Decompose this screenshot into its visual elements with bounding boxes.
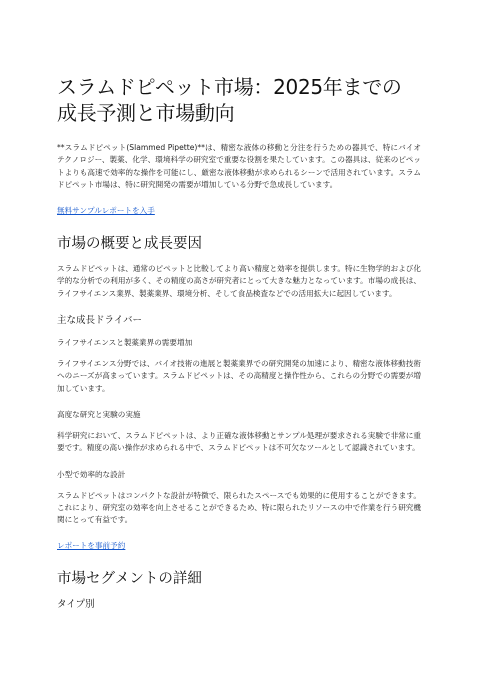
driver1-paragraph: ライフサイエンス分野では、バイオ技術の進展と製薬業界での研究開発の加速により、精密な液体移動技術へのニーズが高まっています。スラムドピペットは、その高精度と操作性から、これらの分野での需要が増加しています。: [57, 359, 421, 393]
page-title: スラムドピペット市場：2025年までの成長予測と市場動向: [57, 75, 402, 125]
overview-heading: 市場の概要と成長要因: [57, 236, 202, 253]
driver3-heading: 小型で効率的な設計: [57, 469, 126, 479]
driver2-paragraph: 科学研究において、スラムドピペットは、より正確な液体移動とサンプル処理が要求される実験で非常に重要です。精度の高い操作が求められる中で、スラムドピペットは不可欠なツールとして認識されています。: [57, 430, 421, 453]
intro-paragraph: **スラムドピペット(Slammed Pipette)**は、精密な液体の移動と分注を行うための器具で、特にバイオテクノロジー、製薬、化学、環境科学の研究室で重要な役割を果たしています。この器具は、従来のピペットよりも高速で効率的な操作を可能にし、厳密な液体移動が求められるシーンで活用されています。スラムドピペット市場は、特に研究開発の需要が増加している分野で急成長しています。: [57, 143, 421, 189]
segments-heading: 市場セグメントの詳細: [57, 571, 202, 588]
driver1-heading: ライフサイエンスと製薬業界の需要増加: [57, 338, 193, 348]
type-heading: タイプ別: [57, 599, 95, 611]
driver2-heading: 高度な研究と実験の実施: [57, 409, 141, 419]
drivers-heading: 主な成長ドライバー: [57, 315, 143, 327]
preorder-report-link[interactable]: レポートを事前予約: [57, 541, 126, 551]
free-sample-link[interactable]: 無料サンプルレポートを入手: [57, 206, 155, 216]
driver3-paragraph: スラムドピペットはコンパクトな設計が特徴で、限られたスペースでも効果的に使用することができます。これにより、研究室の効率を向上させることができるため、特に限られたリソースの中で作業を行う研究機関にとって有益です。: [57, 490, 421, 525]
document-page: [57, 74, 421, 621]
overview-paragraph: スラムドピペットは、通常のピペットと比較してより高い精度と効率を提供します。特に生物学的および化学的な分析での利用が多く、その精度の高さが研究者にとって大きな魅力となっています。市場の成長は、ライフサイエンス業界、製薬業界、環境分析、そして食品検査などでの活用拡大に起因しています。: [57, 264, 421, 298]
